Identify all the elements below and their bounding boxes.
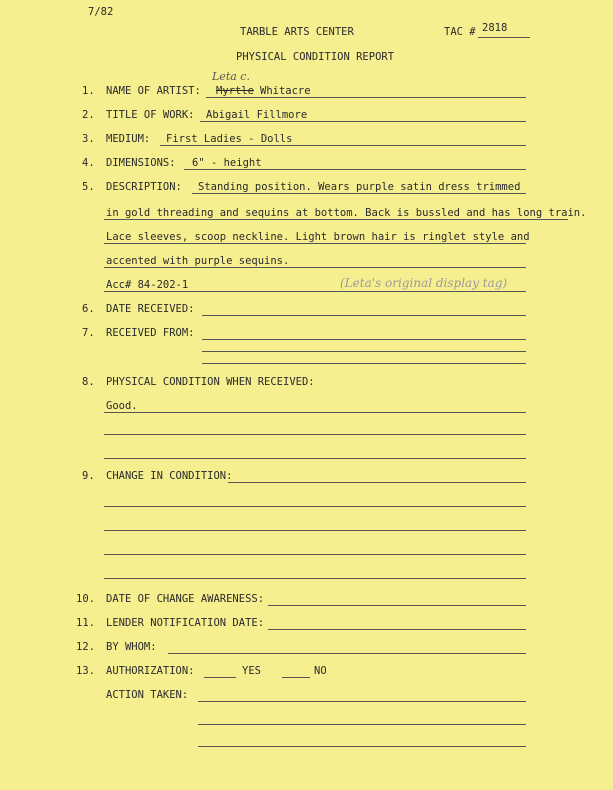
dimensions-value: 6" - height	[192, 157, 262, 169]
lender-notification-label: LENDER NOTIFICATION DATE:	[106, 617, 265, 629]
field-number: 7.	[82, 327, 95, 339]
description-rule	[192, 193, 526, 194]
tac-label: TAC #	[444, 26, 476, 38]
artist-value: Whitacre	[260, 85, 311, 97]
handwritten-note: (Leta's original display tag)	[340, 276, 508, 290]
description-rule	[104, 219, 568, 220]
no-option: NO	[314, 665, 327, 677]
no-blank	[282, 677, 310, 678]
field-number: 12.	[76, 641, 95, 653]
description-rule	[104, 267, 526, 268]
change-awareness-line	[268, 605, 526, 606]
date-received-label: DATE RECEIVED:	[106, 303, 195, 315]
medium-label: MEDIUM:	[106, 133, 151, 145]
condition-line	[104, 412, 526, 413]
field-number: 1.	[82, 85, 95, 97]
action-line	[198, 724, 526, 725]
date-received-line	[202, 315, 526, 316]
artist-label: NAME OF ARTIST:	[106, 85, 201, 97]
change-line	[104, 578, 526, 579]
artist-line	[206, 97, 526, 98]
field-number: 8.	[82, 376, 95, 388]
change-condition-label: CHANGE IN CONDITION:	[106, 470, 233, 482]
by-whom-line	[168, 653, 526, 654]
field-number: 11.	[76, 617, 95, 629]
description-rule	[104, 291, 526, 292]
physical-condition-value: Good.	[106, 400, 138, 412]
title-line	[200, 121, 526, 122]
title-value: Abigail Fillmore	[206, 109, 308, 121]
artist-struck-name: Myrtle	[216, 85, 254, 97]
change-line	[104, 506, 526, 507]
field-number: 13.	[76, 665, 95, 677]
accession-number: Acc# 84-202-1	[106, 279, 189, 291]
action-line	[198, 746, 526, 747]
received-from-line	[202, 363, 526, 364]
received-from-line	[202, 339, 526, 340]
medium-line	[160, 145, 526, 146]
description-line-2: in gold threading and sequins at bottom. Back is bussled and has long train.	[106, 207, 587, 219]
authorization-label: AUTHORIZATION:	[106, 665, 195, 677]
change-line	[104, 530, 526, 531]
change-line	[228, 482, 526, 483]
action-line	[198, 701, 526, 702]
action-taken-label: ACTION TAKEN:	[106, 689, 189, 701]
received-from-line	[202, 351, 526, 352]
field-number: 3.	[82, 133, 95, 145]
change-awareness-label: DATE OF CHANGE AWARENESS:	[106, 593, 265, 605]
lender-notification-line	[268, 629, 526, 630]
field-number: 4.	[82, 157, 95, 169]
by-whom-label: BY WHOM:	[106, 641, 157, 653]
description-label: DESCRIPTION:	[106, 181, 182, 193]
dimensions-label: DIMENSIONS:	[106, 157, 176, 169]
description-line-1: Standing position. Wears purple satin dress trimmed	[198, 181, 521, 193]
description-rule	[104, 243, 526, 244]
description-line-4: accented with purple sequins.	[106, 255, 290, 267]
condition-line	[104, 458, 526, 459]
physical-condition-label: PHYSICAL CONDITION WHEN RECEIVED:	[106, 376, 315, 388]
tac-number: 2818	[482, 22, 508, 34]
medium-value: First Ladies - Dolls	[166, 133, 293, 145]
page-title: PHYSICAL CONDITION REPORT	[236, 51, 395, 63]
condition-line	[104, 434, 526, 435]
title-label: TITLE OF WORK:	[106, 109, 195, 121]
artist-correction: Leta c.	[212, 70, 250, 83]
received-from-label: RECEIVED FROM:	[106, 327, 195, 339]
field-number: 5.	[82, 181, 95, 193]
yes-option: YES	[242, 665, 261, 677]
field-number: 2.	[82, 109, 95, 121]
dimensions-line	[184, 169, 526, 170]
description-line-3: Lace sleeves, scoop neckline. Light brown hair is ringlet style and	[106, 231, 530, 243]
change-line	[104, 554, 526, 555]
yes-blank	[204, 677, 236, 678]
field-number: 9.	[82, 470, 95, 482]
org-name: TARBLE ARTS CENTER	[240, 26, 354, 38]
field-number: 6.	[82, 303, 95, 315]
report-date: 7/82	[88, 6, 114, 18]
tac-underline	[478, 37, 530, 38]
field-number: 10.	[76, 593, 95, 605]
